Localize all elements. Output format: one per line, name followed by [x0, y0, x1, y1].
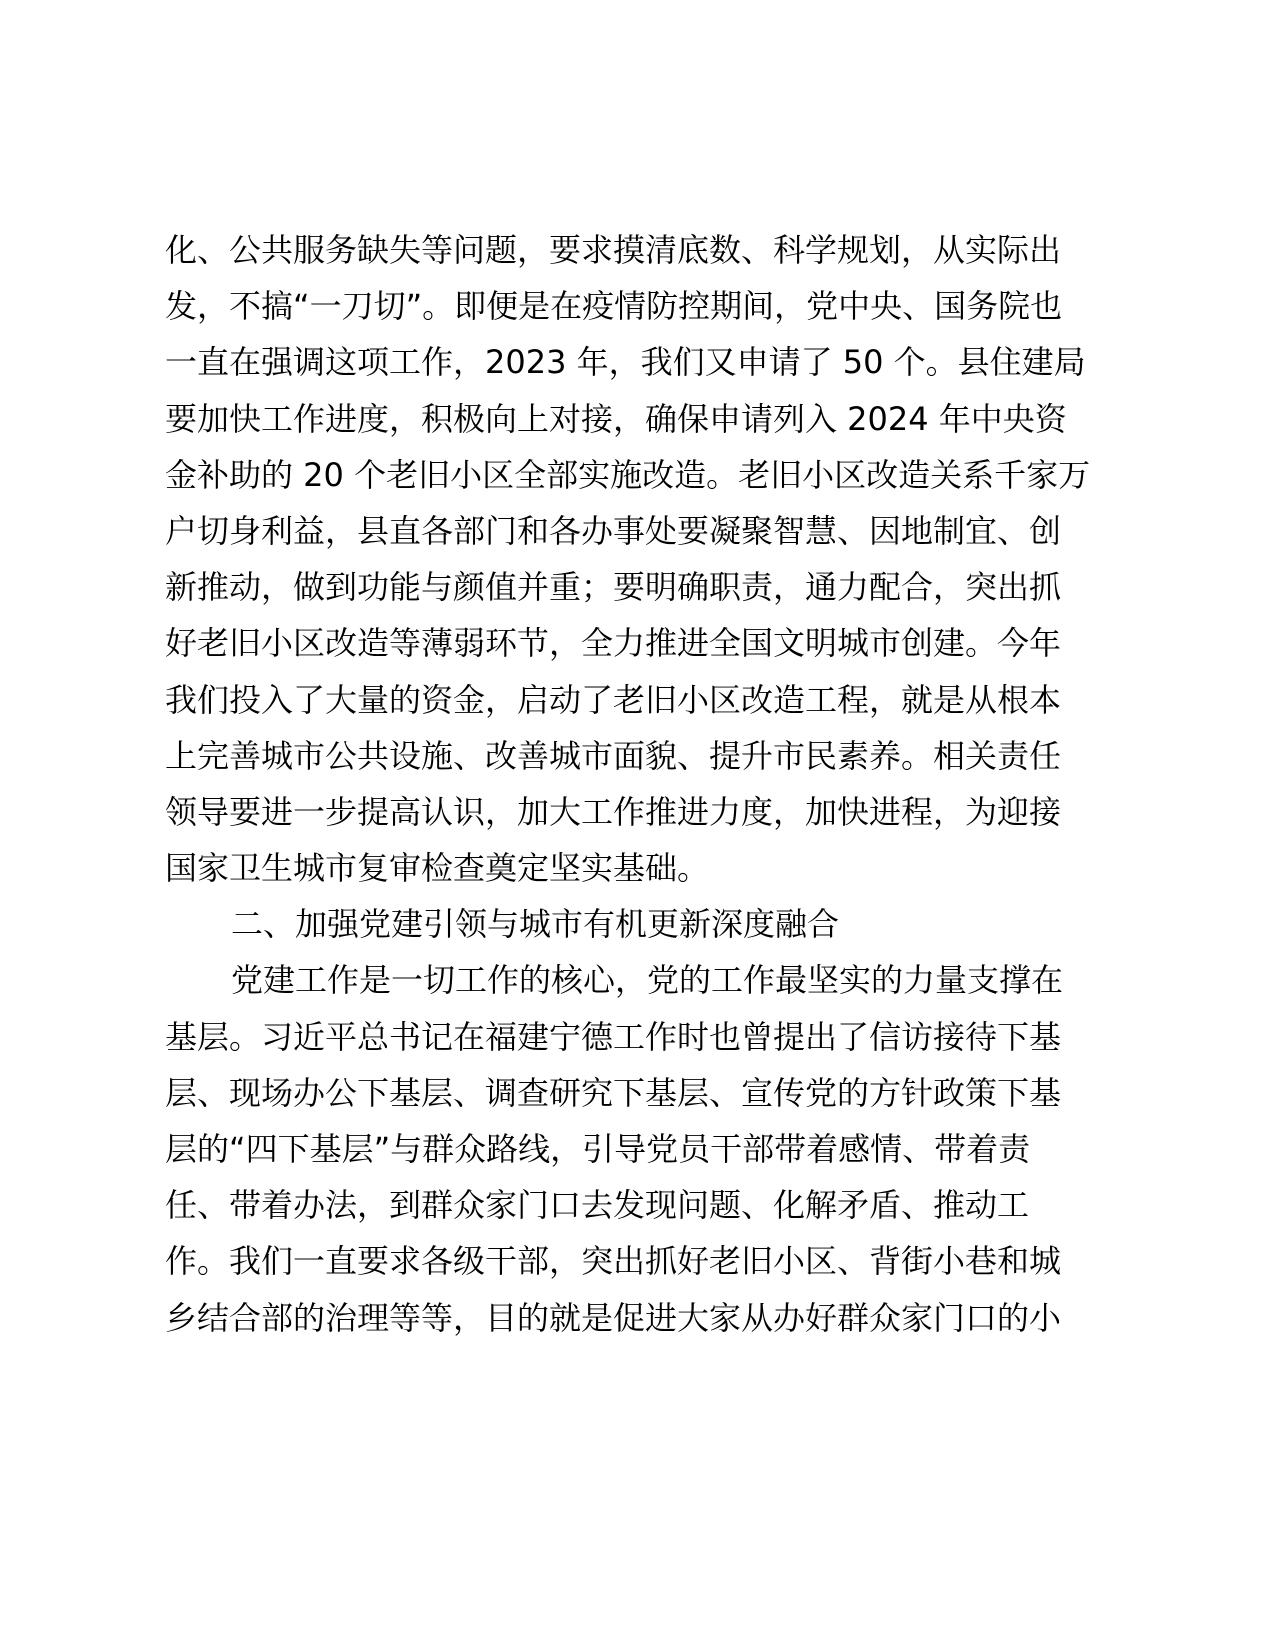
- text-line: 基层。习近平总书记在福建宁德工作时也曾提出了信访接待下基: [165, 1017, 1062, 1056]
- text-line: 户切身利益，县直各部门和各办事处要凝聚智慧、因地制宜、创: [165, 511, 1062, 550]
- text-line: 发，不搞“一刀切”。即便是在疫情防控期间，党中央、国务院也: [165, 287, 1063, 326]
- text-line: 国家卫生城市复审检查奠定坚实基础。: [165, 849, 710, 888]
- text-line: 作。我们一直要求各级干部，突出抓好老旧小区、背街小巷和城: [165, 1242, 1062, 1281]
- text-line: 好老旧小区改造等薄弱环节，全力推进全国文明城市创建。今年: [165, 624, 1062, 663]
- section-heading: 二、加强党建引领与城市有机更新深度融合: [231, 905, 840, 944]
- text-line: 新推动，做到功能与颜值并重；要明确职责，通力配合，突出抓: [165, 568, 1062, 607]
- text-line: 上完善城市公共设施、改善城市面貌、提升市民素养。相关责任: [165, 736, 1062, 775]
- text-line: 层的“四下基层”与群众路线，引导党员干部带着感情、带着责: [165, 1130, 1031, 1168]
- text-line: 一直在强调这项工作，2023 年，我们又申请了 50 个。县住建局: [165, 343, 1086, 382]
- text-line: 领导要进一步提高认识，加大工作推进力度，加快进程，为迎接: [165, 792, 1062, 831]
- text-line: 任、带着办法，到群众家门口去发现问题、化解矛盾、推动工: [165, 1186, 1030, 1225]
- text-line: 党建工作是一切工作的核心，党的工作最坚实的力量支撑在: [231, 961, 1064, 1000]
- text-line: 层、现场办公下基层、调查研究下基层、宣传党的方针政策下基: [165, 1073, 1062, 1112]
- text-line: 要加快工作进度，积极向上对接，确保申请列入 2024 年中央资: [165, 399, 1067, 438]
- text-line: 我们投入了大量的资金，启动了老旧小区改造工程，就是从根本: [165, 680, 1062, 719]
- text-line: 化、公共服务缺失等问题，要求摸清底数、科学规划，从实际出: [165, 231, 1062, 269]
- text-line: 乡结合部的治理等等，目的就是促进大家从办好群众家门口的小: [165, 1298, 1062, 1337]
- text-line: 金补助的 20 个老旧小区全部实施改造。老旧小区改造关系千家万: [165, 455, 1091, 494]
- body-text: [165, 222, 1125, 1346]
